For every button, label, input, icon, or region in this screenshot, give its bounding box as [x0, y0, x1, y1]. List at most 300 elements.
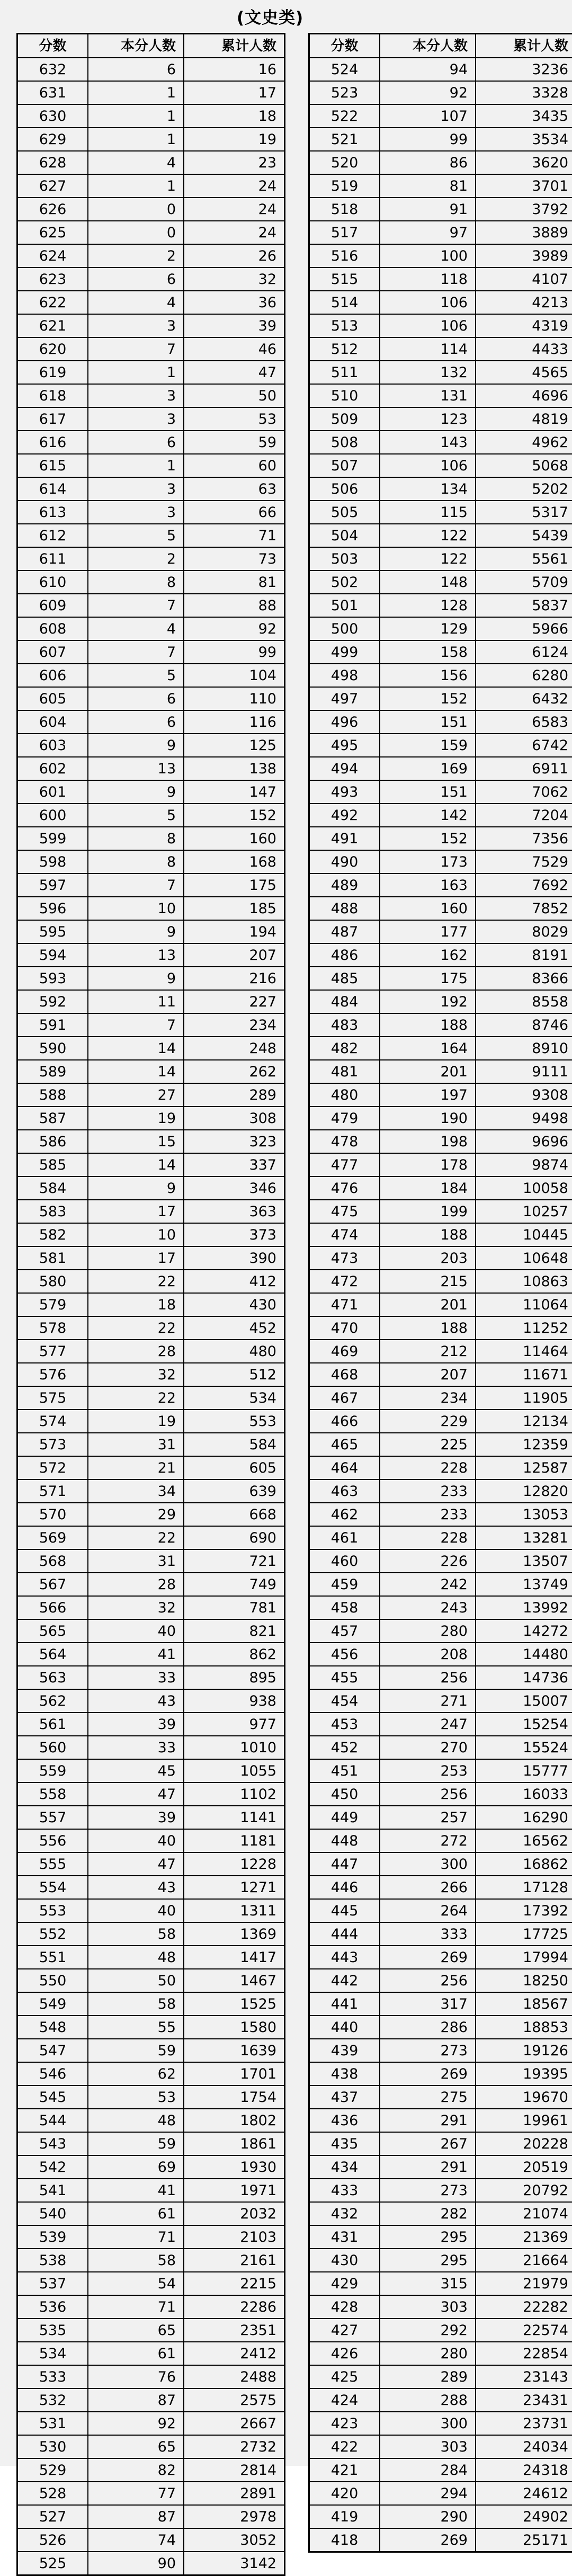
cumulative-cell: 512	[184, 1363, 285, 1386]
count-cell: 81	[380, 174, 476, 198]
count-cell: 270	[380, 1736, 476, 1759]
table-row	[17, 1619, 285, 1643]
cumulative-cell: 1467	[184, 1969, 285, 1992]
cumulative-cell: 32	[184, 268, 285, 291]
cumulative-cell: 1369	[184, 1922, 285, 1946]
count-cell: 280	[380, 1619, 476, 1643]
cumulative-cell: 2286	[184, 2295, 285, 2319]
table-row	[309, 2365, 572, 2388]
cumulative-cell: 216	[184, 967, 285, 990]
cumulative-cell: 73	[184, 547, 285, 571]
count-cell: 233	[380, 1503, 476, 1526]
table-row	[309, 1806, 572, 1829]
column-header-cumulative: 累计人数	[476, 34, 572, 58]
score-cell: 569	[17, 1526, 88, 1549]
table-row	[17, 967, 285, 990]
count-cell: 208	[380, 1643, 476, 1666]
count-cell: 282	[380, 2202, 476, 2225]
count-cell: 333	[380, 1922, 476, 1946]
table-row	[17, 1596, 285, 1619]
table-row	[17, 1083, 285, 1107]
score-cell: 456	[309, 1643, 380, 1666]
cumulative-cell: 9111	[476, 1060, 572, 1083]
cumulative-cell: 16	[184, 58, 285, 81]
count-cell: 33	[88, 1666, 184, 1689]
table-row	[309, 2109, 572, 2132]
count-cell: 257	[380, 1806, 476, 1829]
table-row	[309, 1293, 572, 1316]
table-row	[17, 1946, 285, 1969]
count-cell: 269	[380, 2528, 476, 2552]
table-row	[309, 1153, 572, 1176]
table-row	[17, 2388, 285, 2412]
score-cell: 475	[309, 1200, 380, 1223]
count-cell: 50	[88, 1969, 184, 1992]
score-cell: 577	[17, 1340, 88, 1363]
score-cell: 519	[309, 174, 380, 198]
count-cell: 10	[88, 897, 184, 920]
cumulative-cell: 46	[184, 337, 285, 361]
count-cell: 6	[88, 58, 184, 81]
cumulative-cell: 10648	[476, 1246, 572, 1270]
score-cell: 597	[17, 873, 88, 897]
cumulative-cell: 668	[184, 1503, 285, 1526]
table-row	[17, 850, 285, 873]
score-cell: 578	[17, 1316, 88, 1340]
score-cell: 618	[17, 384, 88, 407]
count-cell: 6	[88, 431, 184, 454]
cumulative-cell: 2351	[184, 2319, 285, 2342]
score-cell: 457	[309, 1619, 380, 1643]
count-cell: 256	[380, 1782, 476, 1806]
count-cell: 315	[380, 2272, 476, 2295]
score-cell: 592	[17, 990, 88, 1013]
cumulative-cell: 13749	[476, 1573, 572, 1596]
cumulative-cell: 18567	[476, 1992, 572, 2016]
column-header-count: 本分人数	[380, 34, 476, 58]
cumulative-cell: 3701	[476, 174, 572, 198]
table-row	[17, 2085, 285, 2109]
table-row	[309, 2482, 572, 2505]
table-row	[17, 2505, 285, 2528]
table-row	[309, 1922, 572, 1946]
cumulative-cell: 60	[184, 454, 285, 477]
count-cell: 280	[380, 2342, 476, 2365]
score-cell: 534	[17, 2342, 88, 2365]
cumulative-cell: 13281	[476, 1526, 572, 1549]
count-cell: 34	[88, 1479, 184, 1503]
table-row	[17, 1713, 285, 1736]
table-row	[309, 2295, 572, 2319]
score-cell: 496	[309, 710, 380, 734]
cumulative-cell: 373	[184, 1223, 285, 1246]
table-row	[17, 1340, 285, 1363]
table-row	[17, 174, 285, 198]
score-cell: 560	[17, 1736, 88, 1759]
table-row	[17, 1573, 285, 1596]
cumulative-cell: 24034	[476, 2435, 572, 2458]
count-cell: 288	[380, 2388, 476, 2412]
table-row	[309, 2179, 572, 2202]
count-cell: 197	[380, 1083, 476, 1107]
count-cell: 99	[380, 128, 476, 151]
cumulative-cell: 20792	[476, 2179, 572, 2202]
score-cell: 591	[17, 1013, 88, 1037]
count-cell: 22	[88, 1386, 184, 1410]
table-row	[309, 827, 572, 850]
column-header-score: 分数	[309, 34, 380, 58]
table-row	[309, 943, 572, 967]
count-cell: 294	[380, 2482, 476, 2505]
score-cell: 585	[17, 1153, 88, 1176]
count-cell: 228	[380, 1456, 476, 1479]
cumulative-cell: 12359	[476, 1433, 572, 1456]
table-row	[17, 314, 285, 337]
cumulative-cell: 24902	[476, 2505, 572, 2528]
cumulative-cell: 3052	[184, 2528, 285, 2552]
score-cell: 629	[17, 128, 88, 151]
score-cell: 581	[17, 1246, 88, 1270]
table-row	[309, 804, 572, 827]
table-row	[309, 454, 572, 477]
cumulative-cell: 3236	[476, 58, 572, 81]
count-cell: 13	[88, 757, 184, 780]
cumulative-cell: 138	[184, 757, 285, 780]
count-cell: 59	[88, 2132, 184, 2155]
table-row	[17, 1736, 285, 1759]
cumulative-cell: 11671	[476, 1363, 572, 1386]
score-cell: 617	[17, 407, 88, 431]
table-row	[309, 221, 572, 244]
cumulative-cell: 11464	[476, 1340, 572, 1363]
cumulative-cell: 21664	[476, 2249, 572, 2272]
count-cell: 156	[380, 664, 476, 687]
score-cell: 627	[17, 174, 88, 198]
score-cell: 474	[309, 1223, 380, 1246]
score-cell: 420	[309, 2482, 380, 2505]
table-row	[17, 710, 285, 734]
cumulative-cell: 81	[184, 571, 285, 594]
score-cell: 511	[309, 361, 380, 384]
table-row	[17, 1386, 285, 1410]
cumulative-cell: 7204	[476, 804, 572, 827]
score-cell: 555	[17, 1852, 88, 1876]
cumulative-cell: 13507	[476, 1549, 572, 1573]
score-cell: 563	[17, 1666, 88, 1689]
score-cell: 504	[309, 524, 380, 547]
table-row	[309, 990, 572, 1013]
cumulative-cell: 22854	[476, 2342, 572, 2365]
cumulative-cell: 8558	[476, 990, 572, 1013]
score-cell: 531	[17, 2412, 88, 2435]
table-row	[17, 2039, 285, 2062]
score-cell: 484	[309, 990, 380, 1013]
score-cell: 586	[17, 1130, 88, 1153]
count-cell: 48	[88, 2109, 184, 2132]
cumulative-cell: 781	[184, 1596, 285, 1619]
cumulative-cell: 390	[184, 1246, 285, 1270]
count-cell: 74	[88, 2528, 184, 2552]
table-row	[17, 1922, 285, 1946]
cumulative-cell: 4962	[476, 431, 572, 454]
count-cell: 9	[88, 967, 184, 990]
cumulative-cell: 24	[184, 221, 285, 244]
count-cell: 6	[88, 268, 184, 291]
score-cell: 485	[309, 967, 380, 990]
table-row	[17, 1270, 285, 1293]
score-cell: 612	[17, 524, 88, 547]
table-row	[17, 1549, 285, 1573]
score-cell: 598	[17, 850, 88, 873]
score-cell: 583	[17, 1200, 88, 1223]
score-cell: 489	[309, 873, 380, 897]
count-cell: 284	[380, 2458, 476, 2482]
count-cell: 152	[380, 827, 476, 850]
table-row	[17, 361, 285, 384]
count-cell: 234	[380, 1386, 476, 1410]
score-cell: 488	[309, 897, 380, 920]
table-row	[17, 1130, 285, 1153]
count-cell: 300	[380, 2412, 476, 2435]
count-cell: 164	[380, 1037, 476, 1060]
cumulative-cell: 1141	[184, 1806, 285, 1829]
cumulative-cell: 18250	[476, 1969, 572, 1992]
table-row	[17, 151, 285, 174]
cumulative-cell: 2575	[184, 2388, 285, 2412]
cumulative-cell: 1055	[184, 1759, 285, 1782]
cumulative-cell: 19395	[476, 2062, 572, 2085]
count-cell: 291	[380, 2155, 476, 2179]
cumulative-cell: 63	[184, 477, 285, 501]
cumulative-cell: 92	[184, 617, 285, 640]
count-cell: 14	[88, 1153, 184, 1176]
score-cell: 448	[309, 1829, 380, 1852]
score-cell: 542	[17, 2155, 88, 2179]
score-cell: 550	[17, 1969, 88, 1992]
count-cell: 264	[380, 1899, 476, 1922]
cumulative-cell: 23	[184, 151, 285, 174]
count-cell: 266	[380, 1876, 476, 1899]
cumulative-cell: 308	[184, 1107, 285, 1130]
count-cell: 4	[88, 291, 184, 314]
table-row	[17, 594, 285, 617]
table-row	[309, 1619, 572, 1643]
cumulative-cell: 7062	[476, 780, 572, 804]
count-cell: 40	[88, 1619, 184, 1643]
score-cell: 548	[17, 2016, 88, 2039]
count-cell: 3	[88, 314, 184, 337]
count-cell: 61	[88, 2342, 184, 2365]
table-row	[17, 2435, 285, 2458]
score-cell: 425	[309, 2365, 380, 2388]
table-row	[309, 407, 572, 431]
table-row	[309, 1782, 572, 1806]
count-cell: 65	[88, 2319, 184, 2342]
cumulative-cell: 104	[184, 664, 285, 687]
count-cell: 2	[88, 244, 184, 268]
count-cell: 1	[88, 361, 184, 384]
table-row	[309, 1479, 572, 1503]
cumulative-cell: 2732	[184, 2435, 285, 2458]
table-row	[309, 920, 572, 943]
score-cell: 543	[17, 2132, 88, 2155]
cumulative-cell: 16562	[476, 1829, 572, 1852]
count-cell: 87	[88, 2388, 184, 2412]
cumulative-cell: 17128	[476, 1876, 572, 1899]
count-cell: 7	[88, 594, 184, 617]
table-row	[309, 1526, 572, 1549]
cumulative-cell: 11064	[476, 1293, 572, 1316]
table-row	[309, 2342, 572, 2365]
cumulative-cell: 262	[184, 1060, 285, 1083]
table-row	[309, 151, 572, 174]
score-cell: 498	[309, 664, 380, 687]
score-cell: 524	[309, 58, 380, 81]
table-row	[309, 337, 572, 361]
score-cell: 552	[17, 1922, 88, 1946]
count-cell: 286	[380, 2016, 476, 2039]
count-cell: 233	[380, 1479, 476, 1503]
count-cell: 152	[380, 687, 476, 710]
score-cell: 575	[17, 1386, 88, 1410]
cumulative-cell: 5561	[476, 547, 572, 571]
cumulative-cell: 24612	[476, 2482, 572, 2505]
table-row	[17, 1246, 285, 1270]
cumulative-cell: 152	[184, 804, 285, 827]
score-cell: 632	[17, 58, 88, 81]
score-cell: 619	[17, 361, 88, 384]
cumulative-cell: 19961	[476, 2109, 572, 2132]
table-row	[309, 1852, 572, 1876]
count-cell: 275	[380, 2085, 476, 2109]
score-cell: 626	[17, 198, 88, 221]
count-cell: 65	[88, 2435, 184, 2458]
table-row	[309, 594, 572, 617]
cumulative-cell: 5068	[476, 454, 572, 477]
table-row	[309, 2155, 572, 2179]
table-row	[17, 1456, 285, 1479]
score-cell: 611	[17, 547, 88, 571]
table-row	[309, 1573, 572, 1596]
table-row	[309, 174, 572, 198]
table-row	[309, 2085, 572, 2109]
table-row	[17, 1899, 285, 1922]
table-row	[309, 1176, 572, 1200]
count-cell: 291	[380, 2109, 476, 2132]
count-cell: 76	[88, 2365, 184, 2388]
count-cell: 242	[380, 1573, 476, 1596]
cumulative-cell: 59	[184, 431, 285, 454]
table-row	[309, 2272, 572, 2295]
score-cell: 553	[17, 1899, 88, 1922]
cumulative-cell: 50	[184, 384, 285, 407]
table-row	[309, 2319, 572, 2342]
cumulative-cell: 3435	[476, 104, 572, 128]
table-row	[17, 1689, 285, 1713]
score-cell: 608	[17, 617, 88, 640]
count-cell: 82	[88, 2458, 184, 2482]
table-row	[309, 314, 572, 337]
count-cell: 14	[88, 1037, 184, 1060]
cumulative-cell: 12820	[476, 1479, 572, 1503]
score-cell: 630	[17, 104, 88, 128]
score-cell: 487	[309, 920, 380, 943]
score-cell: 495	[309, 734, 380, 757]
table-row	[309, 2202, 572, 2225]
table-row	[309, 897, 572, 920]
cumulative-cell: 15777	[476, 1759, 572, 1782]
table-row	[309, 1666, 572, 1689]
count-cell: 92	[380, 81, 476, 104]
score-cell: 479	[309, 1107, 380, 1130]
table-row	[17, 2365, 285, 2388]
score-cell: 544	[17, 2109, 88, 2132]
page-title: (文史类)	[0, 4, 540, 28]
cumulative-cell: 19670	[476, 2085, 572, 2109]
cumulative-cell: 3328	[476, 81, 572, 104]
count-cell: 61	[88, 2202, 184, 2225]
table-row	[17, 477, 285, 501]
cumulative-cell: 47	[184, 361, 285, 384]
cumulative-cell: 194	[184, 920, 285, 943]
table-row	[17, 454, 285, 477]
score-cell: 596	[17, 897, 88, 920]
score-cell: 478	[309, 1130, 380, 1153]
table-row	[17, 1479, 285, 1503]
count-cell: 295	[380, 2225, 476, 2249]
cumulative-cell: 3989	[476, 244, 572, 268]
score-cell: 437	[309, 2085, 380, 2109]
count-cell: 173	[380, 850, 476, 873]
count-cell: 143	[380, 431, 476, 454]
count-cell: 8	[88, 571, 184, 594]
score-cell: 469	[309, 1340, 380, 1363]
cumulative-cell: 3889	[476, 221, 572, 244]
table-row	[17, 687, 285, 710]
score-cell: 613	[17, 501, 88, 524]
cumulative-cell: 4319	[476, 314, 572, 337]
table-row	[309, 81, 572, 104]
table-row	[17, 1060, 285, 1083]
cumulative-cell: 11252	[476, 1316, 572, 1340]
table-row	[17, 571, 285, 594]
cumulative-cell: 7852	[476, 897, 572, 920]
score-cell: 595	[17, 920, 88, 943]
cumulative-cell: 1802	[184, 2109, 285, 2132]
cumulative-cell: 20228	[476, 2132, 572, 2155]
score-cell: 566	[17, 1596, 88, 1619]
cumulative-cell: 3534	[476, 128, 572, 151]
table-row	[17, 384, 285, 407]
score-cell: 449	[309, 1806, 380, 1829]
score-cell: 432	[309, 2202, 380, 2225]
table-row	[17, 547, 285, 571]
cumulative-cell: 248	[184, 1037, 285, 1060]
table-row	[17, 734, 285, 757]
score-cell: 440	[309, 2016, 380, 2039]
table-row	[17, 1176, 285, 1200]
cumulative-cell: 6742	[476, 734, 572, 757]
score-cell: 609	[17, 594, 88, 617]
cumulative-cell: 24	[184, 198, 285, 221]
score-cell: 477	[309, 1153, 380, 1176]
count-cell: 203	[380, 1246, 476, 1270]
count-cell: 71	[88, 2225, 184, 2249]
count-cell: 6	[88, 710, 184, 734]
score-cell: 607	[17, 640, 88, 664]
score-cell: 593	[17, 967, 88, 990]
table-row	[17, 2272, 285, 2295]
